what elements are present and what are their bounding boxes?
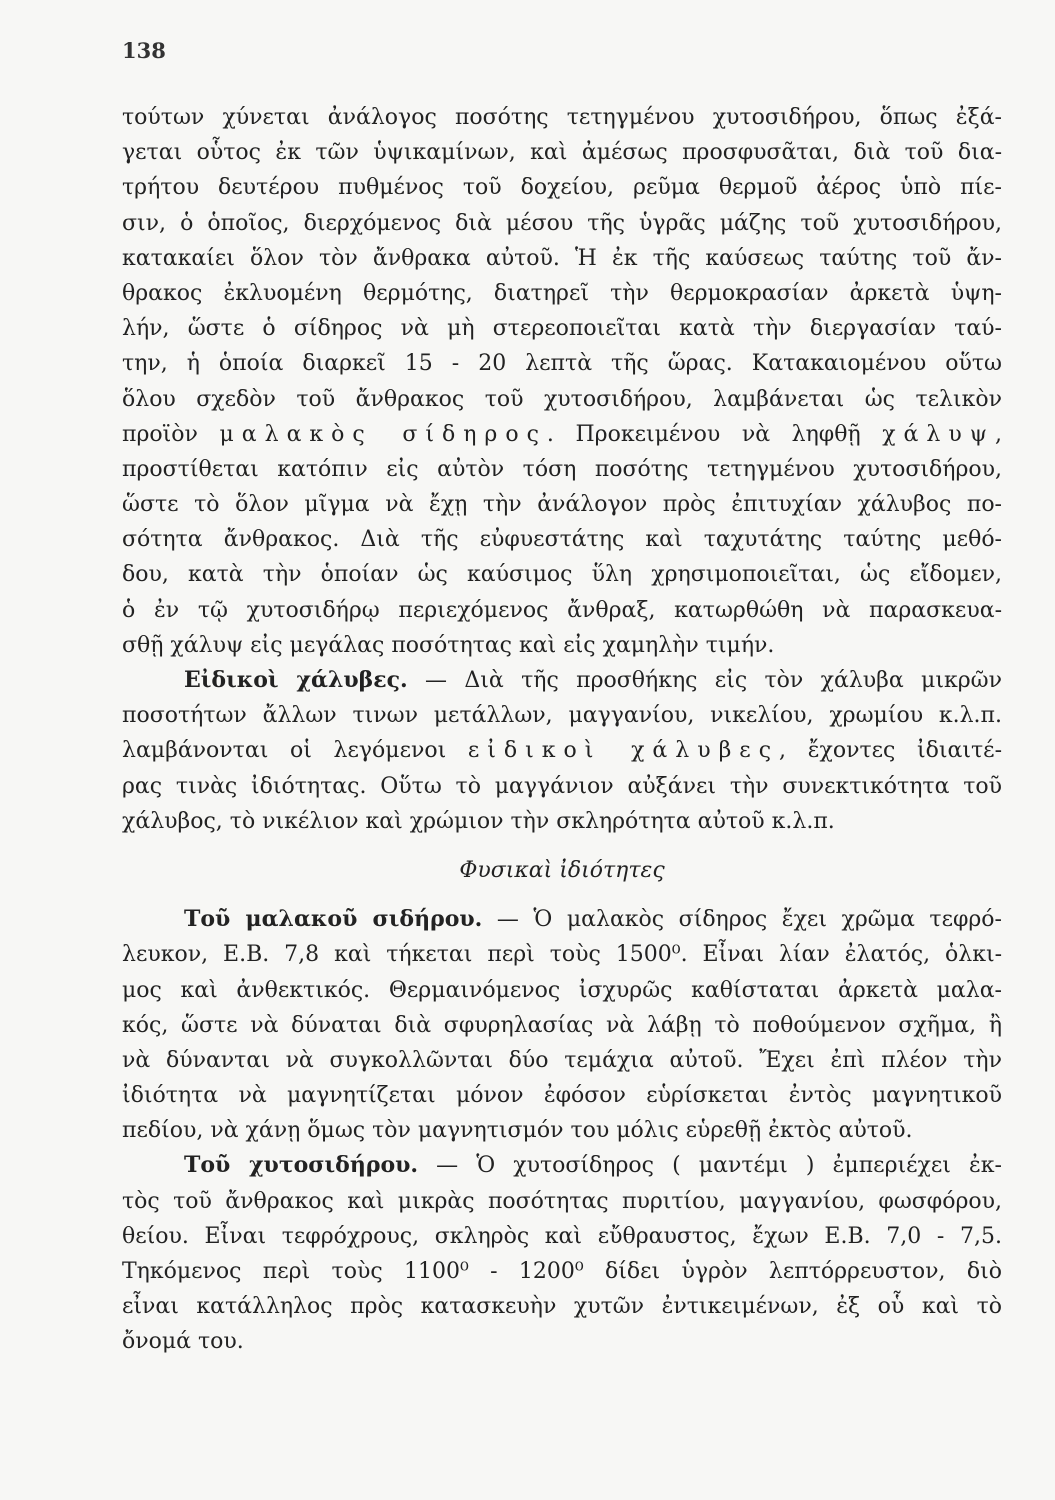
text-line	[122, 417, 1002, 452]
text-fragment: ,	[994, 421, 1002, 447]
text-line: δου, κατὰ τὴν ὁποίαν ὡς καύσιμος ὕλη χρησιμοποιεῖται, ὡς εἴδομεν,	[122, 562, 1002, 588]
text-line: θείου. Εἶναι τεφρόχρους, σκληρὸς καὶ εὔθραυστος, ἔχων Ε.Β. 7,0 - 7,5.	[122, 1223, 1002, 1249]
text-line: τὸς τοῦ ἄνθρακος καὶ μικρὰς ποσότητας πυριτίου, μαγγανίου, φωσφόρου,	[122, 1188, 1002, 1214]
text-line: σθῇ χάλυψ εἰς μεγάλας ποσότητας καὶ εἰς χαμηλὴν τιμήν.	[122, 632, 775, 658]
text-line: θρακος ἐκλυομένη θερμότης, διατηρεῖ τὴν θερμοκρασίαν ἀρκετὰ ὑψη-	[122, 280, 1002, 306]
paragraph-heading: Τοῦ χυτοσιδήρου.	[184, 1152, 419, 1179]
text-line: ποσοτήτων ἄλλων τινων μετάλλων, μαγγανίου, νικελίου, χρωμίου κ.λ.π.	[122, 703, 1002, 729]
text-line: ὥστε τὸ ὅλον μῖγμα νὰ ἔχῃ τὴν ἀνάλογον πρὸς ἐπιτυχίαν χάλυβος πο-	[122, 492, 1002, 518]
text-line: προστίθεται κατόπιν εἰς αὐτὸν τόση ποσότης τετηγμένου χυτοσιδήρου,	[122, 456, 1002, 482]
text-line: νὰ δύνανται νὰ συγκολλῶνται δύο τεμάχια αὐτοῦ. Ἔχει ἐπὶ πλέον τὴν	[122, 1047, 1002, 1073]
text-line: χάλυβος, τὸ νικέλιον καὶ χρώμιον τὴν σκληρότητα αὐτοῦ κ.λ.π.	[122, 808, 835, 834]
page-text	[122, 100, 1002, 1360]
spaced-term: μαλακὸς σίδηρος	[219, 421, 547, 447]
spaced-term: χάλυψ	[882, 421, 995, 447]
spacer	[122, 888, 1002, 902]
text-line: πεδίου, νὰ χάνῃ ὅμως τὸν μαγνητισμόν του μόλις εὑρεθῇ ἐκτὸς αὐτοῦ.	[122, 1118, 913, 1144]
text-fragment: — Ὁ χυτοσίδηρος ( μαντέμι ) ἐμπεριέχει ἐκ-	[418, 1153, 1002, 1179]
text-line: μος καὶ ἀνθεκτικός. Θερμαινόμενος ἰσχυρῶς καθίσταται ἀρκετὰ μαλα-	[122, 977, 1002, 1003]
text-line: τρήτου δευτέρου πυθμένος τοῦ δοχείου, ρεῦμα θερμοῦ ἀέρος ὑπὸ πίε-	[122, 175, 1002, 201]
spacer	[122, 839, 1002, 853]
text-line: λήν, ὥστε ὁ σίδηρος νὰ μὴ στερεοποιεῖται κατὰ τὴν διεργασίαν ταύ-	[122, 316, 1002, 342]
section-title: Φυσικαὶ ἰδιότητες	[459, 857, 665, 883]
text-fragment: — Ὁ μαλακὸς σίδηρος ἔχει χρῶμα τεφρό-	[482, 907, 1002, 933]
text-line: σιν, ὁ ὁποῖος, διερχόμενος διὰ μέσου τῆς ὑγρᾶς μάζης τοῦ χυτοσιδήρου,	[122, 210, 1002, 236]
text-line: γεται οὗτος ἐκ τῶν ὑψικαμίνων, καὶ ἀμέσως προσφυσᾶται, διὰ τοῦ δια-	[122, 140, 1002, 166]
text-fragment: . Προκειμένου νὰ ληφθῇ	[546, 421, 883, 447]
text-line: ὄνομά του.	[122, 1329, 244, 1355]
text-line: την, ἡ ὁποία διαρκεῖ 15 - 20 λεπτὰ τῆς ὥρας. Κατακαιομένου οὕτω	[122, 351, 1002, 377]
text-line: ὅλου σχεδὸν τοῦ ἄνθρακος τοῦ χυτοσιδήρου, λαμβάνεται ὡς τελικὸν	[122, 386, 1002, 412]
text-line: τούτων χύνεται ἀνάλογος ποσότης τετηγμένου χυτοσιδήρου, ὅπως ἐξά-	[122, 105, 1002, 130]
text-line: ρας τινὰς ἰδιότητας. Οὕτω τὸ μαγγάνιον αὐξάνει τὴν συνεκτικότητα τοῦ	[122, 773, 1002, 799]
text-line	[122, 1148, 1002, 1183]
page-number: 138	[122, 38, 166, 63]
text-fragment: — Διὰ τῆς προσθήκης εἰς τὸν χάλυβα μικρῶν	[407, 668, 1002, 693]
text-line	[122, 733, 1002, 768]
text-line: εἶναι κατάλληλος πρὸς κατασκευὴν χυτῶν ἐντικειμένων, ἐξ οὗ καὶ τὸ	[122, 1294, 1002, 1320]
text-line	[122, 902, 1002, 937]
text-line: κός, ὥστε νὰ δύναται διὰ σφυρηλασίας νὰ λάβῃ τὸ ποθούμενον σχῆμα, ἢ	[122, 1012, 1002, 1038]
text-fragment: προϊὸν	[122, 421, 220, 447]
paragraph-heading: Εἰδικοὶ χάλυβες.	[184, 667, 408, 693]
text-line: κατακαίει ὅλον τὸν ἄνθρακα αὐτοῦ. Ἡ ἐκ τῆς καύσεως ταύτης τοῦ ἄν-	[122, 245, 1002, 271]
text-fragment: λαμβάνονται οἱ λεγόμενοι	[122, 738, 468, 764]
text-line: ἰδιότητα νὰ μαγνητίζεται μόνον ἐφόσον εὑρίσκεται ἐντὸς μαγνητικοῦ	[122, 1083, 1002, 1109]
text-fragment: , ἔχοντες ἰδιαιτέ-	[779, 738, 1002, 764]
text-line	[122, 663, 1002, 698]
text-line: λευκον, Ε.Β. 7,8 καὶ τήκεται περὶ τοὺς 1500⁰. Εἶναι λίαν ἐλατός, ὁλκι-	[122, 942, 1002, 968]
text-line: Τηκόμενος περὶ τοὺς 1100⁰ - 1200⁰ δίδει ὑγρὸν λεπτόρρευστον, διὸ	[122, 1259, 1002, 1284]
paragraph-heading: Τοῦ μαλακοῦ σιδήρου.	[184, 906, 483, 933]
spaced-term: εἰδικοὶ χάλυβες	[467, 738, 780, 764]
text-line: σότητα ἄνθρακος. Διὰ τῆς εὐφυεστάτης καὶ ταχυτάτης ταύτης μεθό-	[122, 527, 1002, 553]
text-line: ὁ ἐν τῷ χυτοσιδήρῳ περιεχόμενος ἄνθραξ, κατωρθώθη νὰ παρασκευα-	[122, 597, 1002, 623]
